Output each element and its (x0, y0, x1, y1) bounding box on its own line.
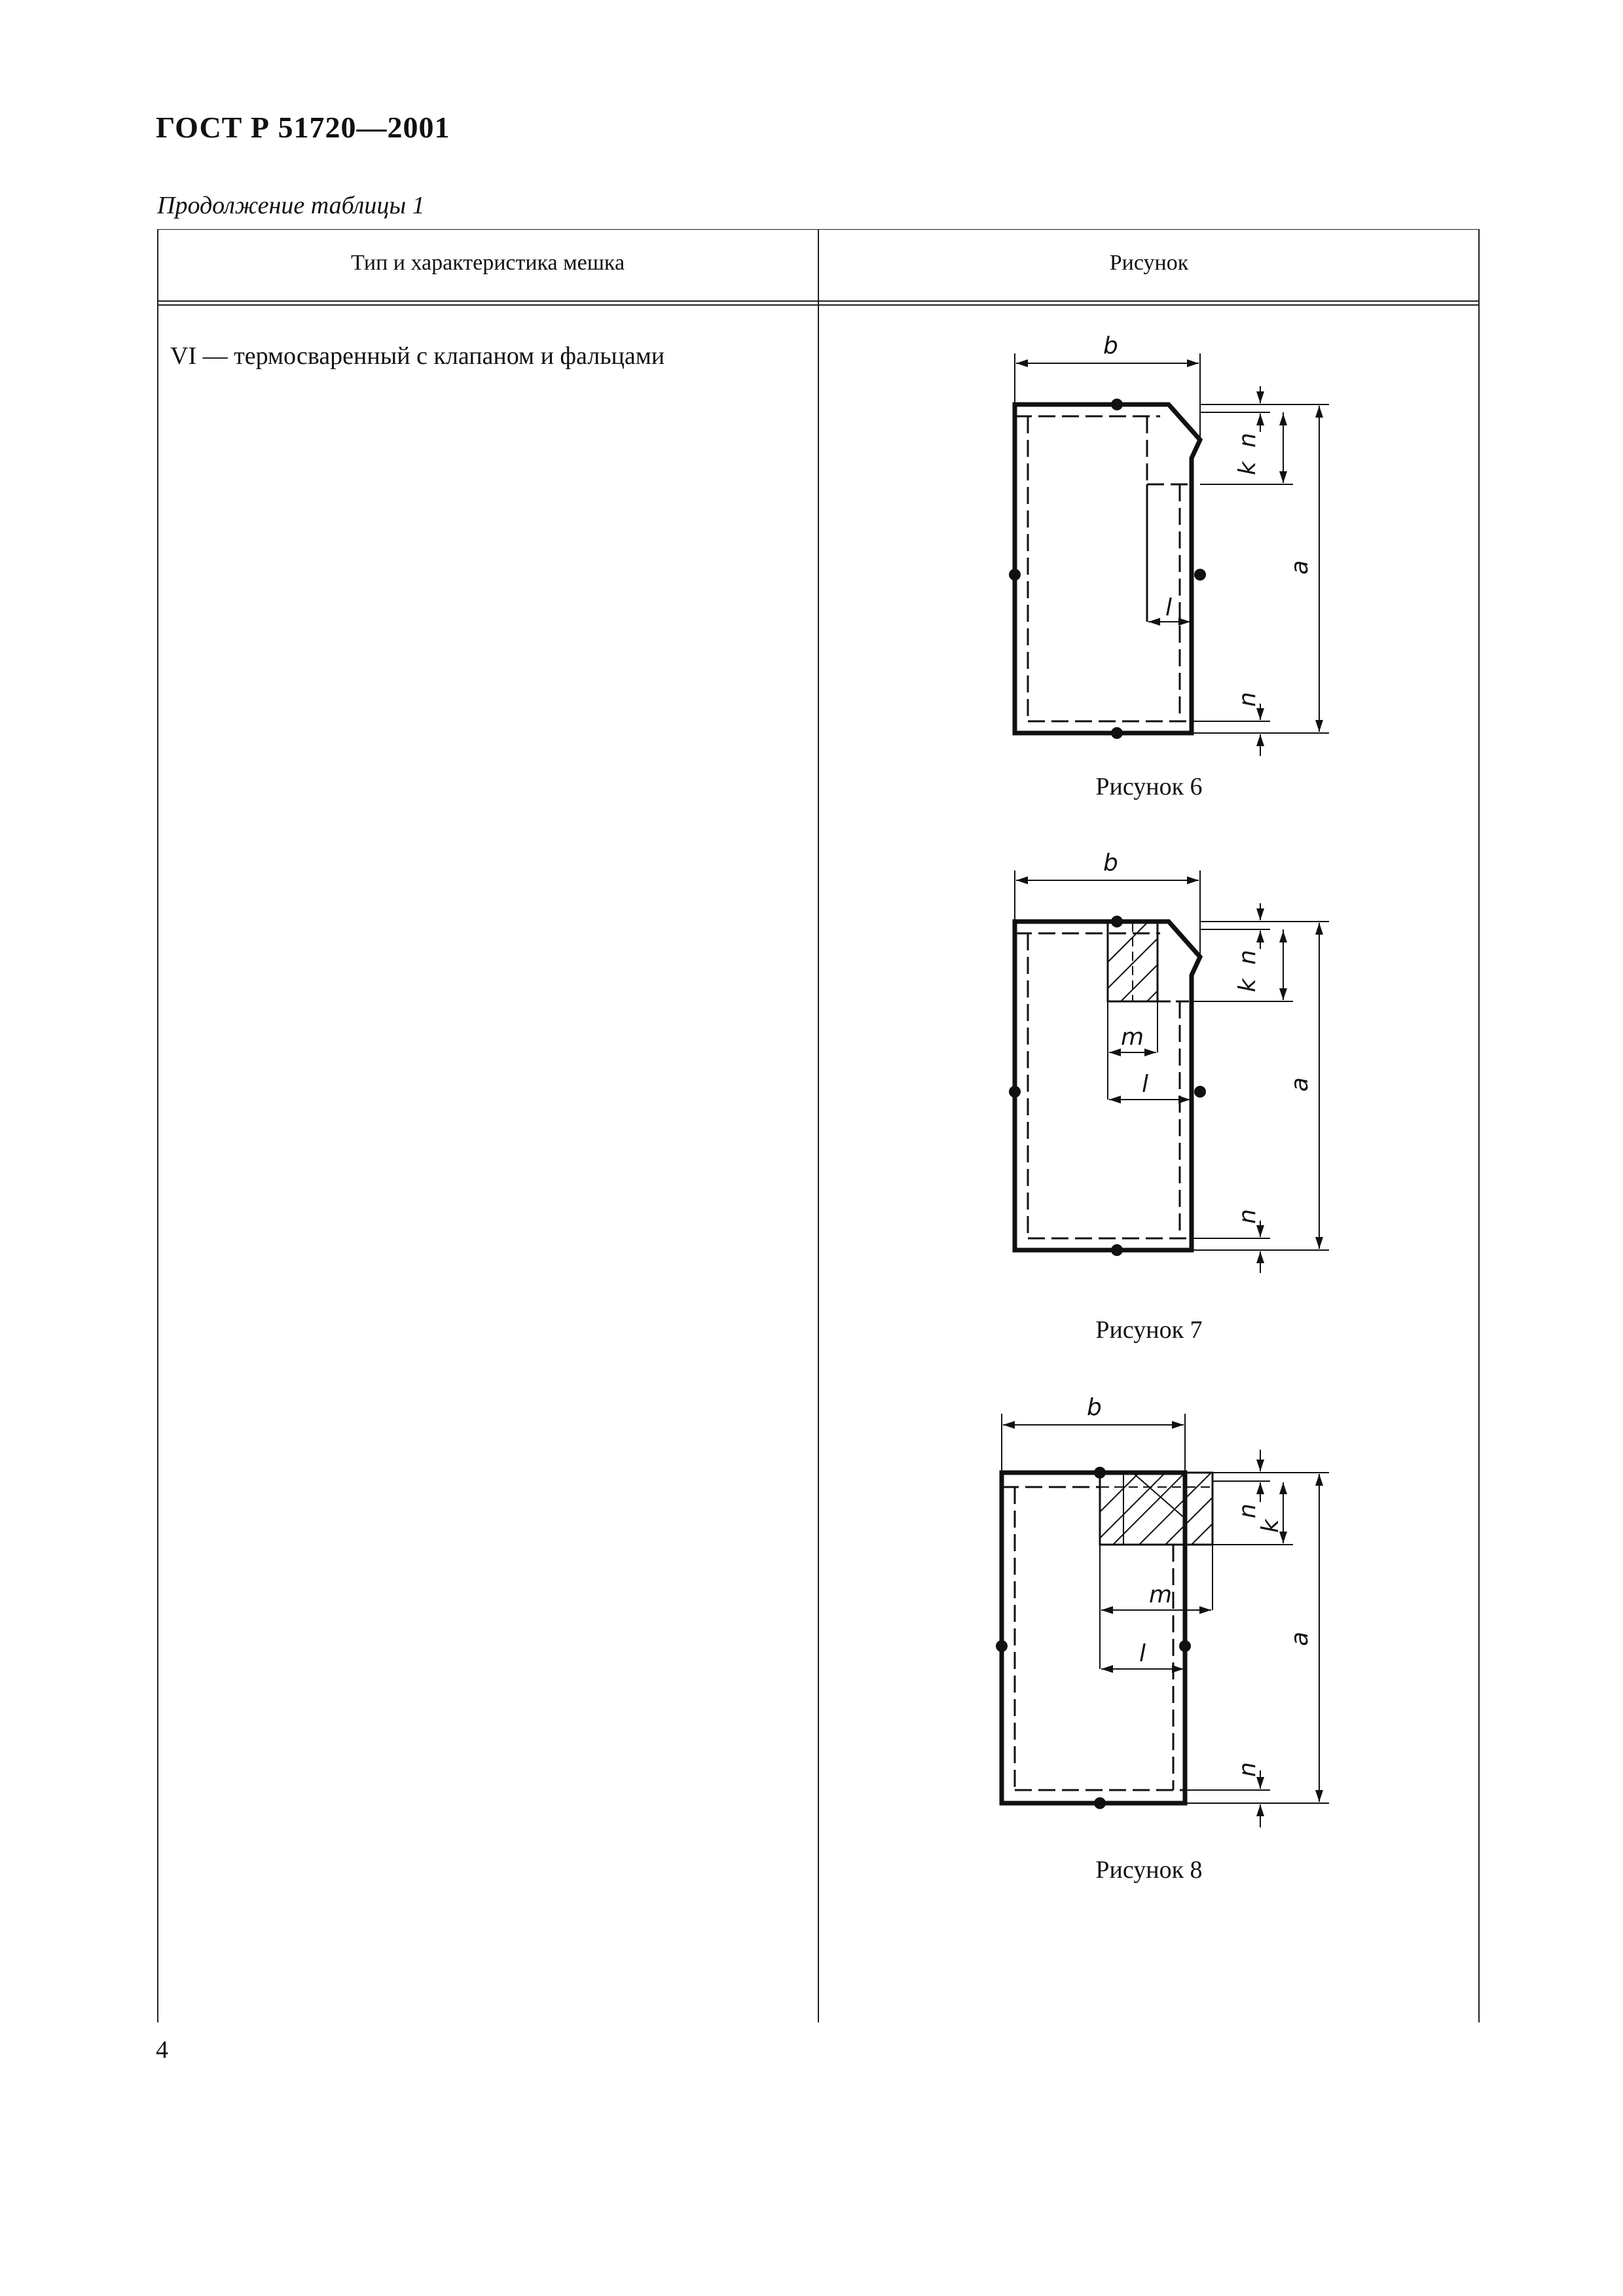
dimension-k-label: k (1257, 1519, 1284, 1533)
dimension-l-label: l (1165, 594, 1173, 621)
dimension-a-label: a (1286, 1077, 1313, 1092)
dimension-n-bottom-label: n (1234, 1762, 1261, 1777)
dimension-b-label: b (1103, 332, 1118, 359)
dimension-l-label: l (1139, 1640, 1146, 1667)
dimension-k-label: k (1234, 978, 1261, 992)
page-number: 4 (156, 2036, 168, 2064)
dimension-b-label: b (1087, 1394, 1102, 1421)
dimension-a-label: a (1286, 1631, 1313, 1646)
figure-6-caption: Рисунок 6 (1095, 773, 1203, 800)
bag-type-description: VI — термосваренный с клапаном и фальцами (170, 342, 665, 370)
dimension-n-top-label: n (1234, 1503, 1261, 1518)
figure-8-drawing (969, 1388, 1362, 1846)
dimension-m-label: m (1149, 1581, 1173, 1608)
column-header-type: Тип и характеристика мешка (350, 251, 625, 275)
table-continuation-title: Продолжение таблицы 1 (157, 192, 425, 219)
figure-8-caption: Рисунок 8 (1095, 1856, 1203, 1884)
dimension-l-label: l (1142, 1071, 1149, 1098)
document-code: ГОСТ Р 51720—2001 (156, 111, 450, 144)
dimension-n-top-label: n (1234, 950, 1261, 965)
dimension-n-bottom-label: n (1234, 692, 1261, 707)
figure-7-drawing (982, 844, 1349, 1296)
dimension-n-bottom-label: n (1234, 1209, 1261, 1224)
dimension-k-label: k (1234, 461, 1261, 475)
dimension-n-top-label: n (1234, 433, 1261, 448)
dimension-m-label: m (1121, 1024, 1144, 1050)
figure-6-drawing (982, 327, 1349, 772)
dimension-a-label: a (1286, 560, 1313, 575)
dimension-b-label: b (1103, 850, 1118, 876)
figure-7-caption: Рисунок 7 (1095, 1316, 1203, 1344)
column-header-figure: Рисунок (1109, 251, 1189, 275)
